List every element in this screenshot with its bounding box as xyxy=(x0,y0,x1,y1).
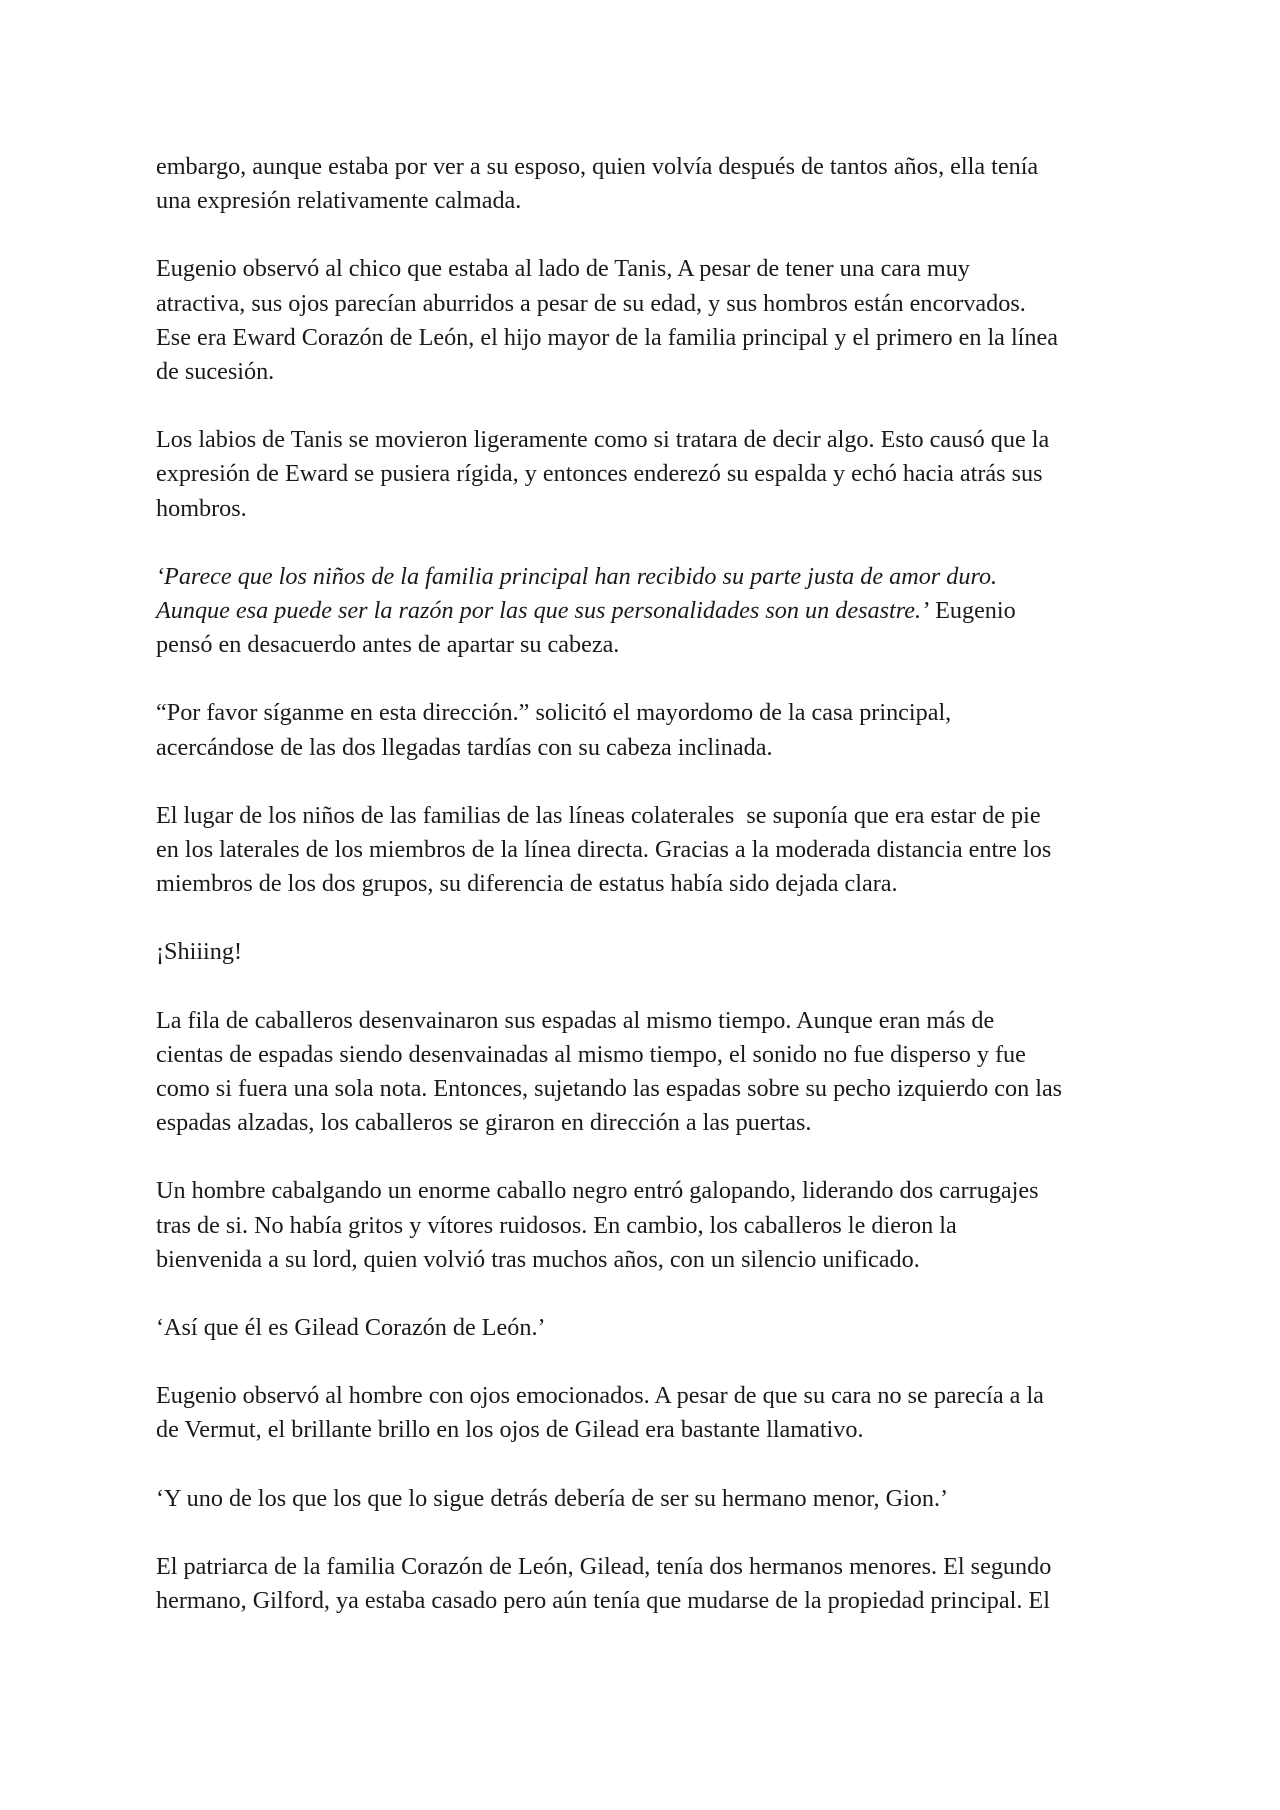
text-line: una expresión relativamente calmada. xyxy=(156,187,522,215)
text-line: El lugar de los niños de las familias de las líneas colaterales se suponía que era estar de pie xyxy=(156,801,1041,829)
text-line: Eugenio observó al hombre con ojos emocionados. A pesar de que su cara no se parecía a la xyxy=(156,1382,1044,1410)
text-line: acercándose de las dos llegadas tardías con su cabeza inclinada. xyxy=(156,733,773,761)
paragraph-11 xyxy=(156,1379,1136,1447)
italic-thought-line: ‘Parece que los niños de la familia principal han recibido su parte justa de amor duro. xyxy=(156,562,998,590)
text-line: atractiva, sus ojos parecían aburridos a pesar de su edad, y sus hombros están encorvados. xyxy=(156,289,1026,317)
paragraph-1 xyxy=(156,150,1136,218)
paragraph-7 xyxy=(156,935,1136,969)
text-line: como si fuera una sola nota. Entonces, sujetando las espadas sobre su pecho izquierdo con las xyxy=(156,1075,1063,1103)
document-page xyxy=(156,150,1136,1652)
paragraph-13 xyxy=(156,1550,1136,1618)
text-line: La fila de caballeros desenvainaron sus espadas al mismo tiempo. Aunque eran más de xyxy=(156,1006,995,1034)
text-line: miembros de los dos grupos, su diferencia de estatus había sido dejada clara. xyxy=(156,870,898,898)
text-line: “Por favor síganme en esta dirección.” solicitó el mayordomo de la casa principal, xyxy=(156,699,952,727)
text-line: de Vermut, el brillante brillo en los ojos de Gilead era bastante llamativo. xyxy=(156,1416,864,1444)
text-line: hombros. xyxy=(156,494,247,522)
paragraph-5 xyxy=(156,696,1136,764)
text-line: pensó en desacuerdo antes de apartar su cabeza. xyxy=(156,631,620,659)
paragraph-8 xyxy=(156,1004,1136,1141)
paragraph-12 xyxy=(156,1482,1136,1516)
text-line: Eugenio observó al chico que estaba al lado de Tanis, A pesar de tener una cara muy xyxy=(156,255,970,283)
text-line: Ese era Eward Corazón de León, el hijo mayor de la familia principal y el primero en la línea xyxy=(156,323,1058,351)
text-line: tras de si. No había gritos y vítores ruidosos. En cambio, los caballeros le dieron la xyxy=(156,1211,957,1239)
text-line: ¡Shiiing! xyxy=(156,938,243,966)
text-line: bienvenida a su lord, quien volvió tras muchos años, con un silencio unificado. xyxy=(156,1245,920,1273)
text-line: ‘Y uno de los que los que lo sigue detrás debería de ser su hermano menor, Gion.’ xyxy=(156,1484,949,1512)
text-line: ‘Así que él es Gilead Corazón de León.’ xyxy=(156,1314,546,1342)
mixed-line xyxy=(156,597,1016,624)
paragraph-6 xyxy=(156,799,1136,902)
paragraph-10 xyxy=(156,1311,1136,1345)
text-line: El patriarca de la familia Corazón de León, Gilead, tenía dos hermanos menores. El segundo xyxy=(156,1552,1052,1580)
text-line: espadas alzadas, los caballeros se giraron en dirección a las puertas. xyxy=(156,1109,812,1137)
text-line: cientas de espadas siendo desenvainadas al mismo tiempo, el sonido no fue disperso y fue xyxy=(156,1040,1026,1068)
text-line: Un hombre cabalgando un enorme caballo negro entró galopando, liderando dos carrugajes xyxy=(156,1177,1039,1205)
text-segment: Eugenio xyxy=(929,597,1016,625)
paragraph-9 xyxy=(156,1174,1136,1277)
text-line: de sucesión. xyxy=(156,358,275,386)
text-line: embargo, aunque estaba por ver a su esposo, quien volvía después de tantos años, ella tenía xyxy=(156,153,1039,180)
paragraph-3 xyxy=(156,423,1136,526)
text-line: expresión de Eward se pusiera rígida, y entonces enderezó su espalda y echó hacia atrás sus xyxy=(156,460,1043,488)
text-line: Los labios de Tanis se movieron ligeramente como si tratara de decir algo. Esto causó que la xyxy=(156,426,1050,454)
text-line: hermano, Gilford, ya estaba casado pero aún tenía que mudarse de la propiedad principal. El xyxy=(156,1587,1050,1615)
paragraph-4-thought xyxy=(156,560,1136,663)
italic-thought-line: Aunque esa puede ser la razón por las que sus personalidades son un desastre.’ xyxy=(156,597,930,625)
paragraph-2 xyxy=(156,252,1136,389)
text-line: en los laterales de los miembros de la línea directa. Gracias a la moderada distancia entre los xyxy=(156,836,1052,864)
